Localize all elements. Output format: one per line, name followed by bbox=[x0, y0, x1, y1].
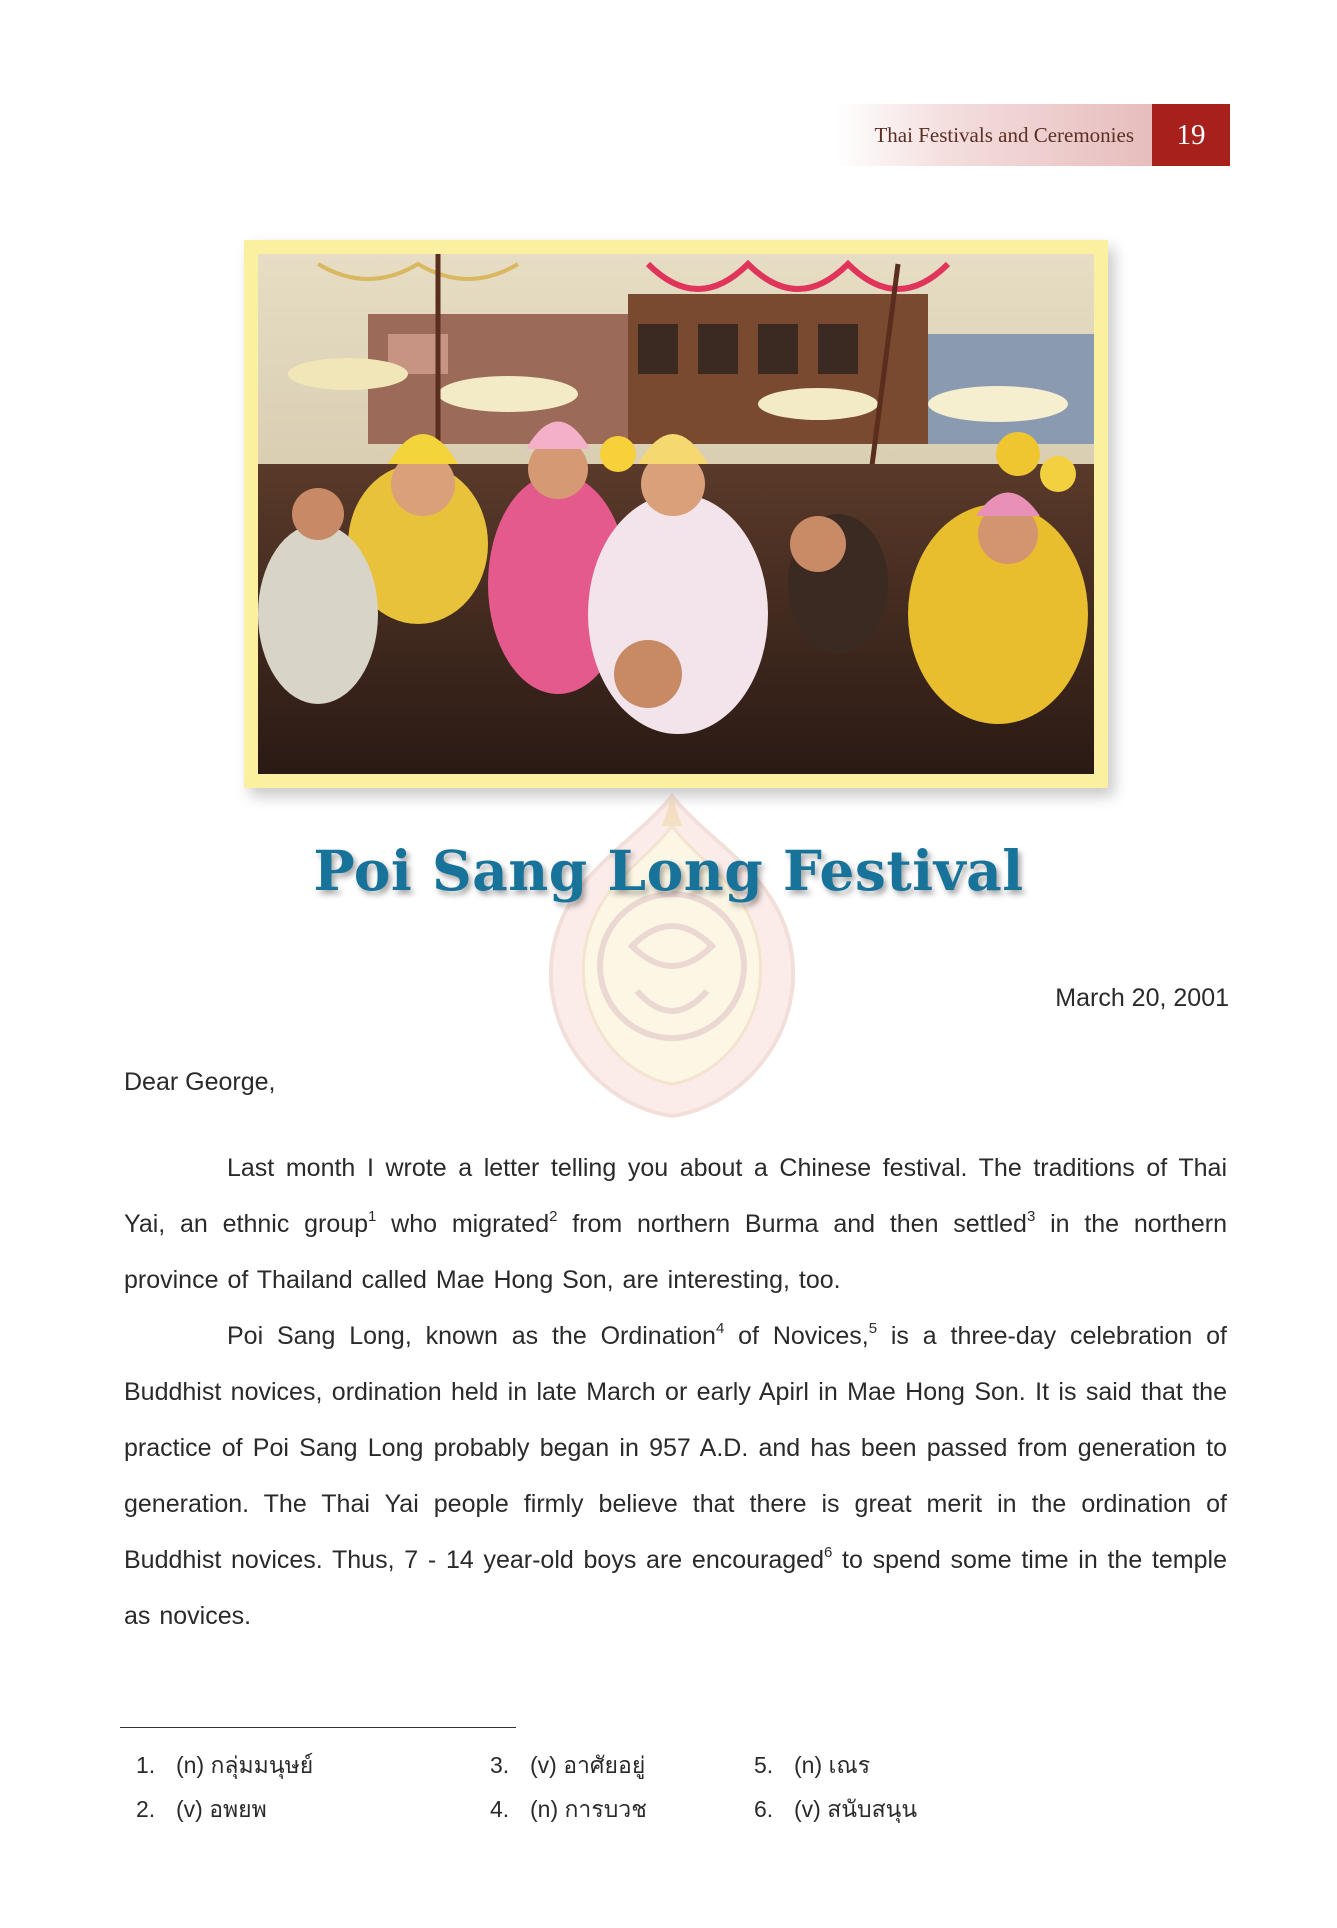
letter-date: March 20, 2001 bbox=[1055, 984, 1229, 1012]
footnote-5 bbox=[754, 1748, 870, 1784]
p2-text-1: Poi Sang Long, known as the Ordination bbox=[227, 1322, 716, 1350]
footnote-marker-3: 3 bbox=[1026, 1208, 1036, 1225]
p1-text-4: in the northern province of Thailand called Mae Hong Son, are interesting, too. bbox=[124, 1210, 1227, 1294]
footnote-marker-2: 2 bbox=[549, 1208, 558, 1225]
p2-text-2: of Novices, bbox=[724, 1322, 869, 1350]
article-title: Poi Sang Long Festival bbox=[313, 838, 1024, 903]
footnote-number: 2. bbox=[136, 1796, 156, 1822]
paragraph-1 bbox=[124, 1140, 1227, 1308]
letter-salutation: Dear George, bbox=[124, 1068, 276, 1096]
footnote-3 bbox=[490, 1748, 645, 1784]
footnote-text: (v) สนับสนุน bbox=[794, 1796, 918, 1822]
footnote-number: 4. bbox=[490, 1796, 510, 1822]
page-number: 19 bbox=[1152, 104, 1230, 166]
p1-text-1: Last month I wrote a letter telling you about a Chinese festival. The traditions of Thai Yai, an ethnic group bbox=[124, 1154, 1227, 1238]
letter-body bbox=[124, 1140, 1227, 1644]
festival-photo-frame bbox=[244, 240, 1108, 788]
festival-procession-illustration bbox=[258, 254, 1094, 774]
footnote-number: 6. bbox=[754, 1796, 774, 1822]
footnote-text: (n) เณร bbox=[794, 1752, 871, 1778]
running-header bbox=[835, 104, 1230, 166]
p2-text-4: to spend some time in the temple as novices. bbox=[124, 1546, 1227, 1630]
footnote-number: 1. bbox=[136, 1752, 156, 1778]
footnote-text: (n) กลุ่มมนุษย์ bbox=[176, 1752, 314, 1778]
footnote-text: (n) การบวช bbox=[530, 1796, 647, 1822]
p1-text-2: who migrated bbox=[376, 1210, 550, 1238]
festival-photo bbox=[258, 254, 1094, 774]
p1-text-3: from northern Burma and then settled bbox=[557, 1210, 1027, 1238]
footnote-text: (v) อาศัยอยู่ bbox=[530, 1752, 646, 1778]
footnote-4 bbox=[490, 1792, 647, 1828]
footnote-1 bbox=[136, 1748, 313, 1784]
ministry-seal-watermark bbox=[522, 786, 822, 1126]
footnote-number: 5. bbox=[754, 1752, 774, 1778]
footnote-6 bbox=[754, 1792, 917, 1828]
p2-text-3: is a three-day celebration of Buddhist novices, ordination held in late March or early Apirl in Mae Hong Son. It is said that the practice of Poi Sang Long probably began in 957 A.D. and has been passed from generation to generation. The Thai Yai people firmly believe that there is great merit in the ordination of Buddhist novices. Thus, 7 - 14 year-old boys are encouraged bbox=[124, 1322, 1227, 1574]
paragraph-2 bbox=[124, 1308, 1227, 1644]
footnote-marker-1: 1 bbox=[368, 1208, 377, 1225]
footnote-marker-4: 4 bbox=[715, 1320, 725, 1337]
footnote-marker-5: 5 bbox=[868, 1320, 878, 1337]
book-title: Thai Festivals and Ceremonies bbox=[835, 104, 1152, 166]
footnote-divider bbox=[120, 1727, 516, 1728]
footnote-text: (v) อพยพ bbox=[176, 1796, 267, 1822]
footnotes bbox=[136, 1748, 1036, 1848]
footnote-marker-6: 6 bbox=[823, 1544, 833, 1561]
footnote-2 bbox=[136, 1792, 267, 1828]
footnote-number: 3. bbox=[490, 1752, 510, 1778]
